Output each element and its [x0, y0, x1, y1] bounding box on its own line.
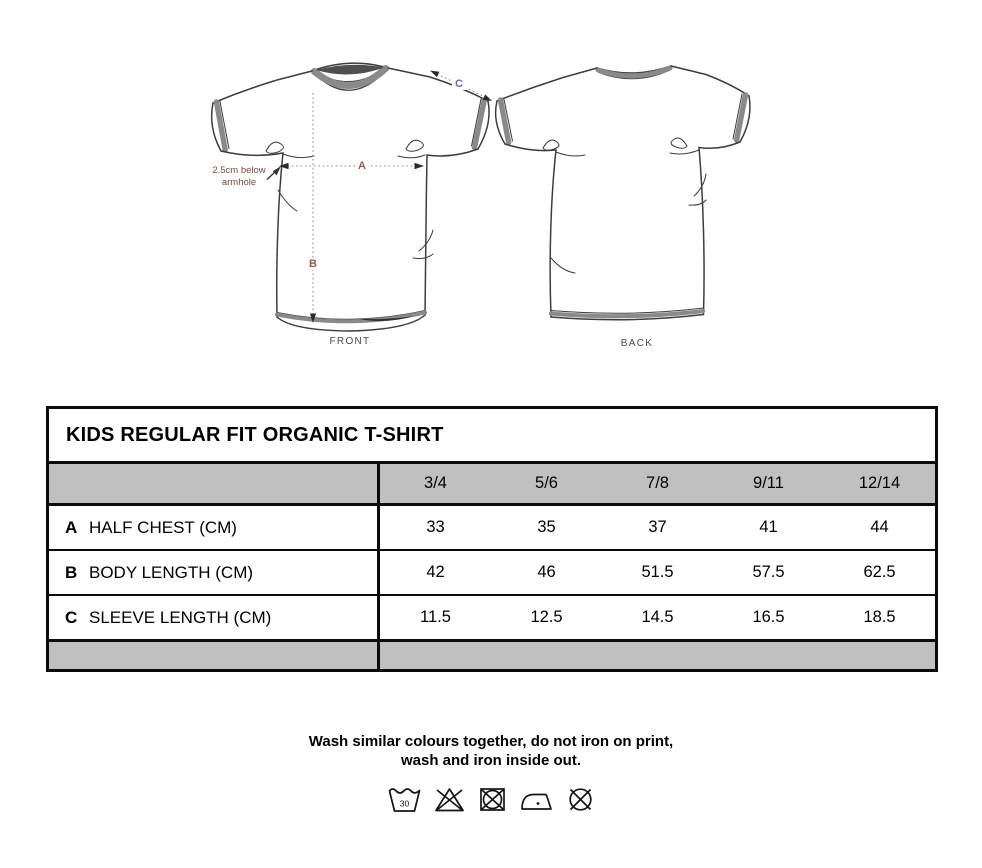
row-label-cell — [49, 551, 380, 594]
measure-label-a: A — [355, 160, 369, 172]
row-label: HALF CHEST (CM) — [89, 517, 237, 537]
table-footer-row — [49, 639, 935, 669]
iron-one-dot-icon — [520, 786, 553, 813]
table-header-row — [49, 461, 935, 503]
row-letter: C — [65, 607, 78, 627]
size-column-header: 12/14 — [858, 474, 901, 492]
table-row-sleeve-length — [49, 594, 935, 639]
machine-wash-30-icon — [388, 786, 421, 813]
arrow-a-left — [279, 163, 289, 169]
size-column-header: 3/4 — [424, 474, 447, 492]
measurement-value: 41 — [759, 518, 778, 536]
measure-label-c: C — [452, 78, 466, 90]
size-column-header: 7/8 — [646, 474, 669, 492]
size-column-header: 9/11 — [753, 474, 784, 492]
row-label: SLEEVE LENGTH (CM) — [89, 607, 272, 627]
care-instructions-text — [0, 733, 982, 770]
wash-temperature-value: 30 — [399, 798, 409, 809]
back-view-sketch — [496, 66, 750, 320]
care-text-line-2: wash and iron inside out. — [400, 751, 581, 769]
front-view-sketch — [212, 63, 489, 331]
back-view-label: BACK — [620, 338, 654, 349]
arrow-c-left — [430, 71, 439, 78]
measurement-value: 18.5 — [863, 608, 896, 626]
front-view-label: FRONT — [329, 336, 371, 347]
care-symbols-row — [0, 786, 982, 813]
do-not-bleach-icon — [434, 786, 465, 813]
annotation-line-1: 2.5cm below — [212, 165, 266, 176]
header-empty-cell — [49, 464, 380, 503]
measurement-value: 33 — [426, 518, 445, 536]
size-column-header: 5/6 — [535, 474, 558, 492]
armhole-annotation — [200, 165, 278, 188]
table-title-row — [49, 409, 935, 461]
measurement-value: 11.5 — [420, 608, 451, 626]
measurement-value: 35 — [537, 518, 556, 536]
measure-label-b: B — [306, 258, 320, 270]
footer-empty-cell — [380, 642, 935, 669]
row-label-cell — [49, 506, 380, 549]
table-row-body-length — [49, 549, 935, 594]
measurement-value: 42 — [426, 563, 445, 581]
measurement-value: 46 — [537, 563, 556, 581]
measurement-value: 12.5 — [530, 608, 563, 626]
annotation-line-2: armhole — [221, 176, 257, 188]
row-letter: A — [65, 517, 78, 537]
measurement-value: 62.5 — [863, 563, 896, 581]
do-not-dry-clean-icon — [566, 786, 595, 813]
do-not-tumble-dry-icon — [478, 786, 507, 813]
footer-empty-cell — [49, 642, 380, 669]
row-label: BODY LENGTH (CM) — [89, 562, 254, 582]
row-label-cell — [49, 596, 380, 639]
arrow-a-right — [415, 163, 425, 169]
table-title: KIDS REGULAR FIT ORGANIC T-SHIRT — [66, 423, 444, 446]
size-table — [46, 406, 938, 672]
measure-lines — [267, 71, 492, 324]
measurement-value: 57.5 — [752, 563, 785, 581]
row-letter: B — [65, 562, 78, 582]
measurement-value: 51.5 — [641, 563, 674, 581]
table-row-half-chest — [49, 503, 935, 549]
measurement-value: 44 — [870, 518, 889, 536]
measurement-value: 16.5 — [752, 608, 785, 626]
measurement-value: 37 — [648, 518, 667, 536]
measurement-value: 14.5 — [641, 608, 674, 626]
tshirt-technical-drawing — [0, 0, 982, 380]
care-text-line-1: Wash similar colours together, do not iron on print, — [308, 733, 674, 750]
